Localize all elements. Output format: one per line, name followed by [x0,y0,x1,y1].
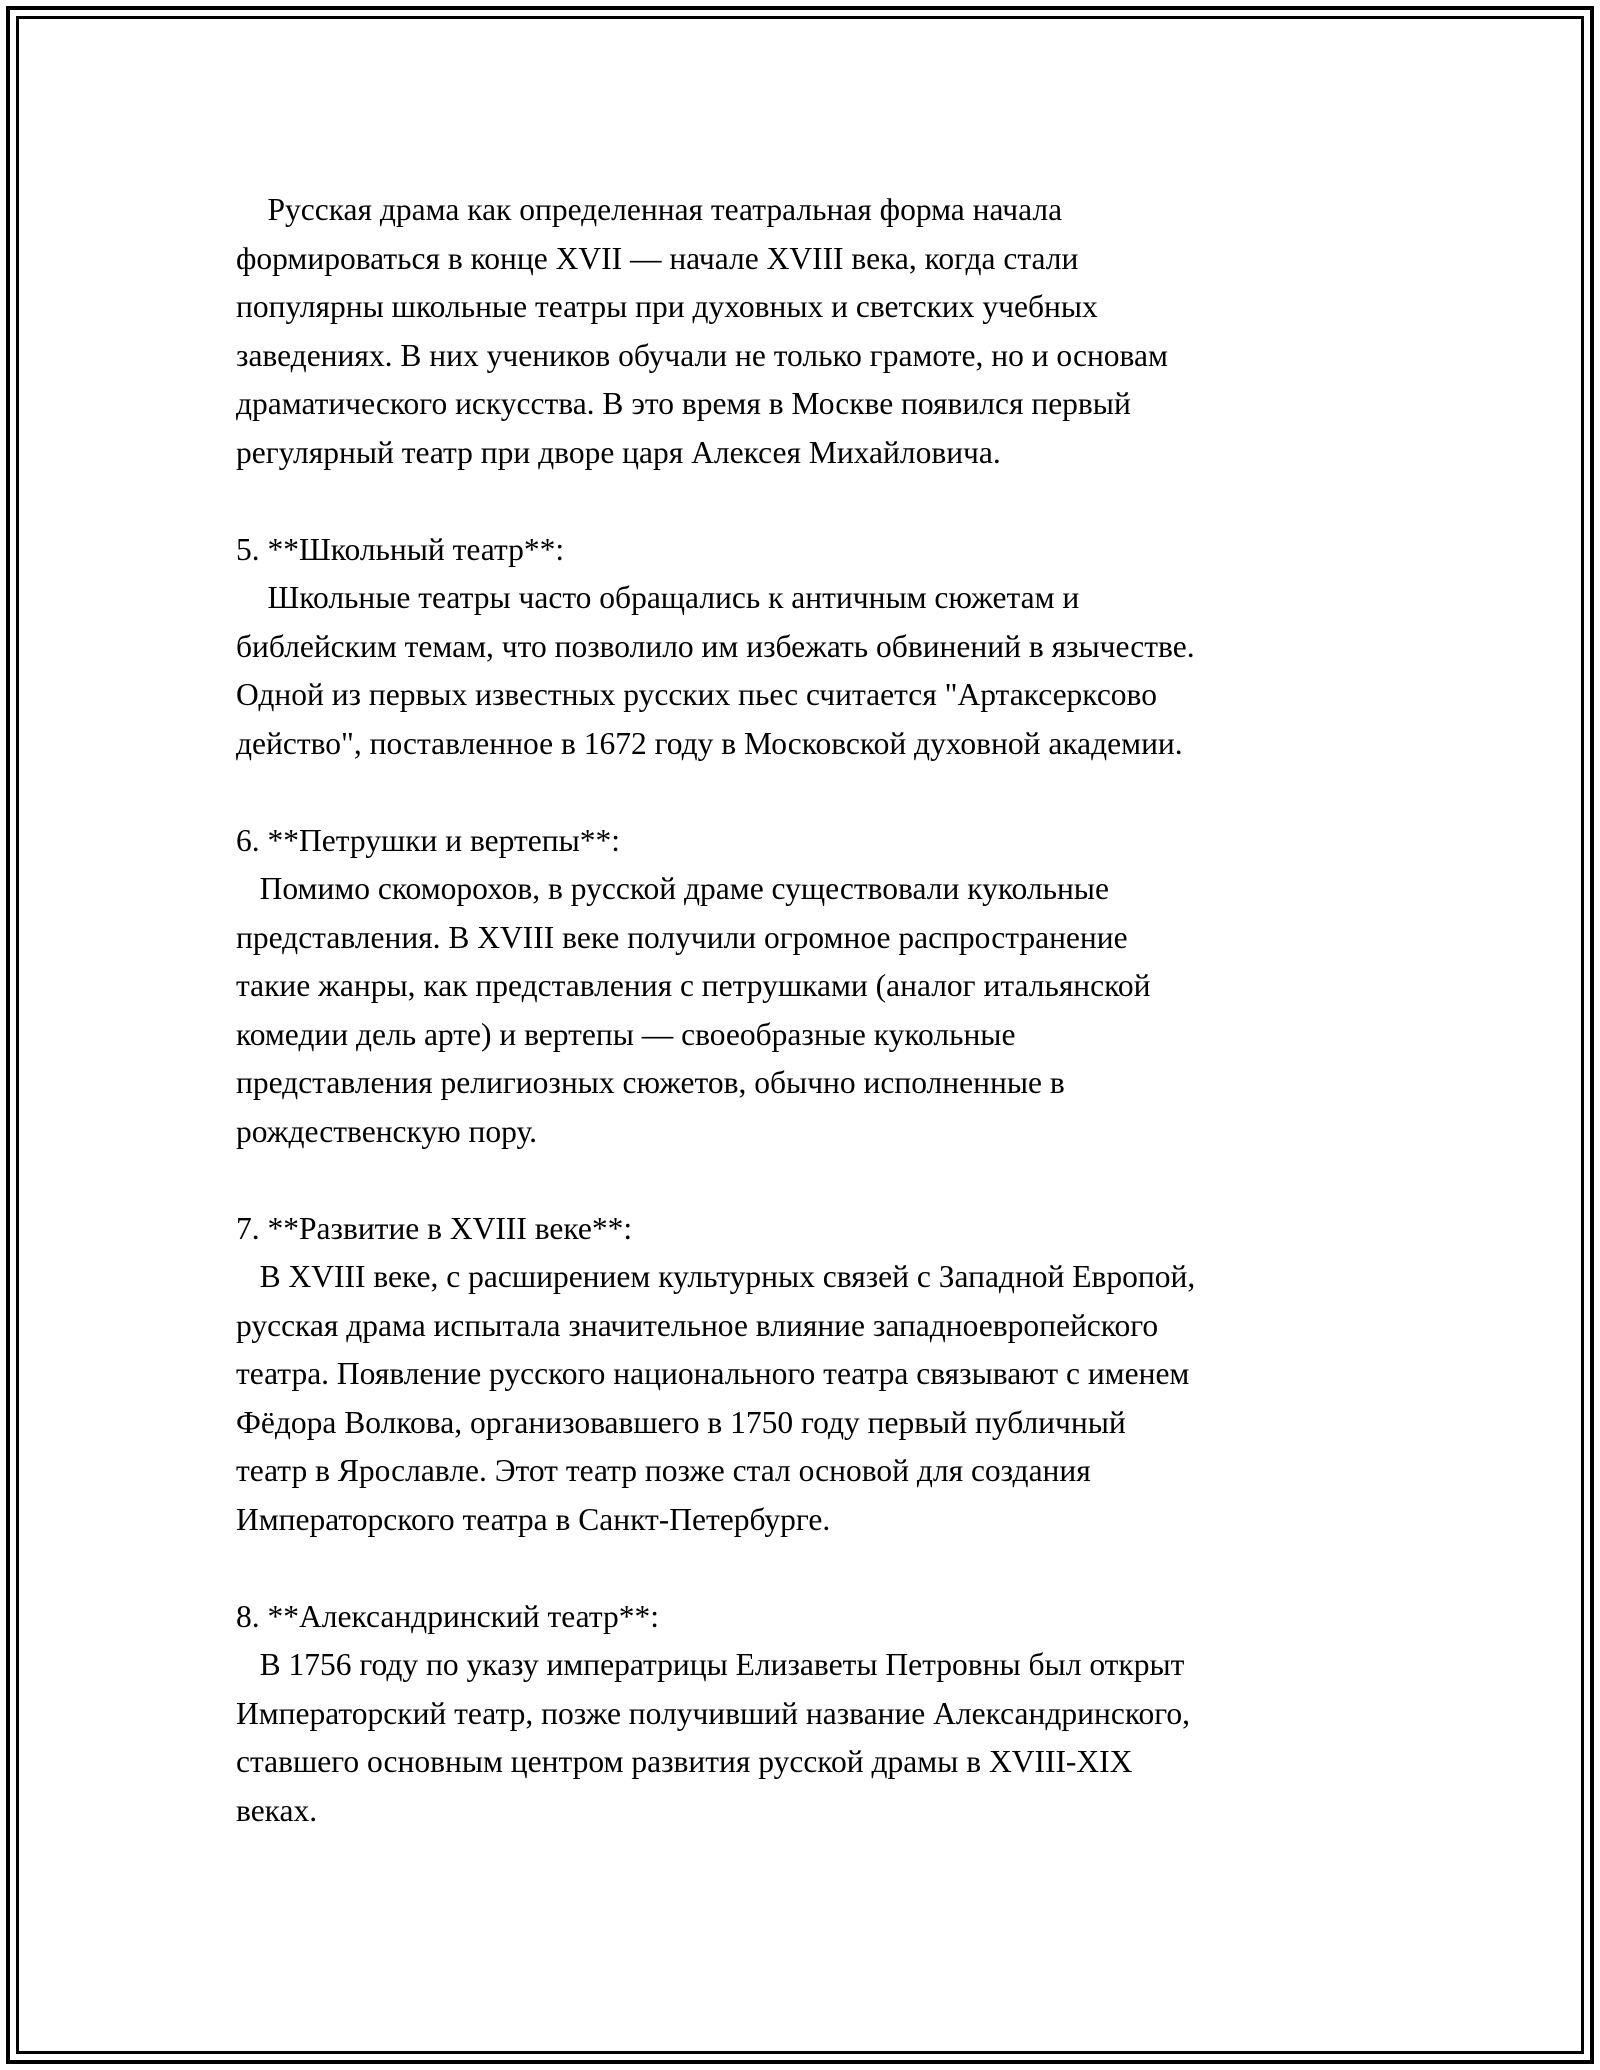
text-line: русская драма испытала значительное влияние западноевропейского [236,1307,1159,1343]
text-line: В 1756 году по указу императрицы Елизаветы Петровны был открыт [236,1647,1185,1682]
document-body [236,186,1416,1835]
text-line: библейским темам, что позволило им избежать обвинений в язычестве. [236,628,1195,664]
text-line: представления. В XVIII веке получили огромное распространение [236,919,1128,955]
text-line: театра. Появление русского национального театра связывают с именем [236,1356,1190,1391]
paragraph [236,817,1416,1157]
text-line: Помимо скоморохов, в русской драме существовали кукольные [236,871,1109,906]
text-line: формироваться в конце XVII — начале XVIII века, когда стали [236,240,1079,276]
text-line: регулярный театр при дворе царя Алексея Михайловича. [236,434,1001,470]
text-line: Школьные театры часто обращались к античным сюжетам и [236,580,1080,615]
text-line: Фёдора Волкова, организовавшего в 1750 году первый публичный [236,1404,1126,1440]
text-line: рождественскую пору. [236,1113,537,1149]
text-line: такие жанры, как представления с петрушками (аналог итальянской [236,968,1151,1003]
text-line: веках. [236,1792,318,1828]
paragraph-gap [236,477,1416,526]
text-line: заведениях. В них учеников обучали не только грамоте, но и основам [236,337,1168,373]
paragraph-gap [236,1156,1416,1205]
text-line: Одной из первых известных русских пьес считается "Артаксерксово [236,677,1157,712]
text-line: популярны школьные театры при духовных и светских учебных [236,289,1098,324]
paragraph [236,186,1416,477]
text-line: комедии дель арте) и вертепы — своеобразные кукольные [236,1016,1016,1052]
text-line: В XVIII веке, с расширением культурных связей с Западной Европой, [236,1259,1196,1294]
paragraph [236,526,1416,769]
text-line: 6. **Петрушки и вертепы**: [236,822,621,858]
paragraph [236,1593,1416,1836]
text-line: Императорский театр, позже получивший название Александринского, [236,1695,1191,1731]
text-line: 7. **Развитие в XVIII веке**: [236,1210,633,1246]
text-line: драматического искусства. В это время в Москве появился первый [236,386,1131,421]
text-line: театр в Ярославле. Этот театр позже стал основой для создания [236,1453,1091,1488]
text-line: 5. **Школьный театр**: [236,531,565,567]
text-line: ставшего основным центром развития русской драмы в XVIII-XIX [236,1744,1133,1779]
paragraph-gap [236,1544,1416,1593]
paragraph [236,1205,1416,1545]
text-line: 8. **Александринский театр**: [236,1598,659,1634]
text-line: Русская драма как определенная театральная форма начала [236,192,1063,227]
paragraph-gap [236,768,1416,817]
text-line: Императорского театра в Санкт-Петербурге. [236,1501,831,1537]
text-line: представления религиозных сюжетов, обычно исполненные в [236,1065,1065,1100]
text-line: действо", поставленное в 1672 году в Московской духовной академии. [236,725,1183,761]
